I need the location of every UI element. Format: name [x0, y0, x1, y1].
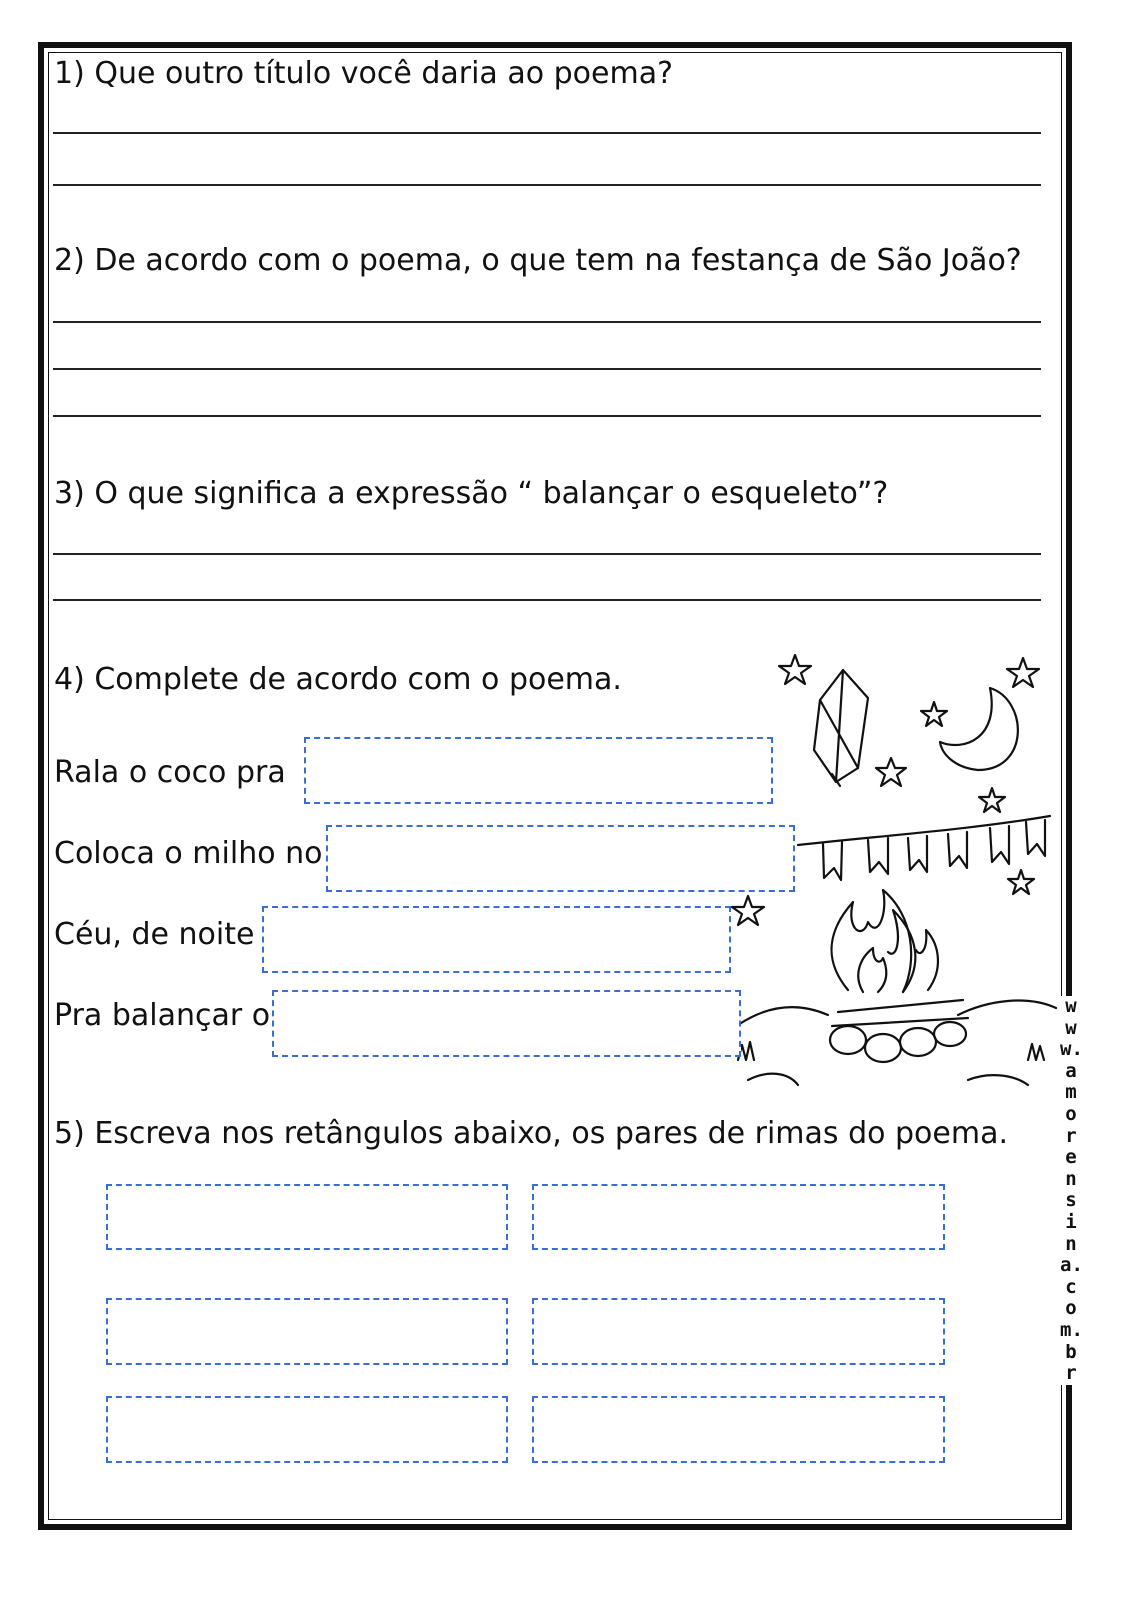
star-icon [1007, 658, 1039, 687]
rhyme-box-2b[interactable] [532, 1298, 945, 1365]
bunting-icon [798, 816, 1050, 880]
log-icon [900, 1028, 936, 1056]
complete-line-4-label: Pra balançar o [54, 998, 271, 1033]
answer-line-q1-2[interactable] [53, 184, 1041, 186]
complete-line-4-input[interactable] [272, 990, 741, 1057]
star-icon [979, 788, 1005, 812]
answer-line-q3-1[interactable] [53, 553, 1041, 555]
question-1: 1) Que outro título você daria ao poema? [54, 56, 674, 91]
log-icon [934, 1022, 966, 1046]
site-watermark: www.amorensina.com.br [1060, 995, 1083, 1385]
answer-line-q2-3[interactable] [53, 415, 1041, 417]
rhyme-box-3a[interactable] [106, 1396, 508, 1463]
star-icon [1008, 870, 1034, 894]
complete-line-1-label: Rala o coco pra [54, 755, 286, 790]
star-icon [779, 655, 811, 684]
question-2: 2) De acordo com o poema, o que tem na festança de São João? [54, 243, 1022, 278]
flame-icon [858, 948, 886, 992]
complete-line-2-label: Coloca o milho no [54, 836, 323, 871]
rhyme-box-2a[interactable] [106, 1298, 508, 1365]
hill-icon [738, 1001, 1056, 1085]
rhyme-box-1a[interactable] [106, 1184, 508, 1250]
question-3: 3) O que significa a expressão “ balançar o esqueleto”? [54, 476, 889, 511]
star-icon [921, 702, 947, 726]
complete-line-3-input[interactable] [262, 906, 731, 973]
rhyme-box-3b[interactable] [532, 1396, 945, 1463]
answer-line-q2-2[interactable] [53, 368, 1041, 370]
flame-icon [832, 890, 912, 992]
star-icon [732, 896, 764, 925]
answer-line-q3-2[interactable] [53, 599, 1041, 601]
log-icon [865, 1034, 901, 1062]
question-5: 5) Escreva nos retângulos abaixo, os pares de rimas do poema. [54, 1116, 1009, 1151]
flame-icon [916, 930, 938, 990]
answer-line-q1-1[interactable] [53, 132, 1041, 134]
question-4: 4) Complete de acordo com o poema. [54, 662, 622, 697]
rhyme-box-1b[interactable] [532, 1184, 945, 1250]
log-icon [830, 1026, 866, 1054]
grass-icon [738, 1042, 1044, 1060]
answer-line-q2-1[interactable] [53, 321, 1041, 323]
complete-line-1-input[interactable] [304, 737, 773, 804]
complete-line-3-label: Céu, de noite [54, 917, 255, 952]
star-icon [876, 758, 906, 786]
complete-line-2-input[interactable] [326, 825, 795, 892]
moon-icon [940, 688, 1018, 770]
balloon-icon [814, 670, 868, 786]
